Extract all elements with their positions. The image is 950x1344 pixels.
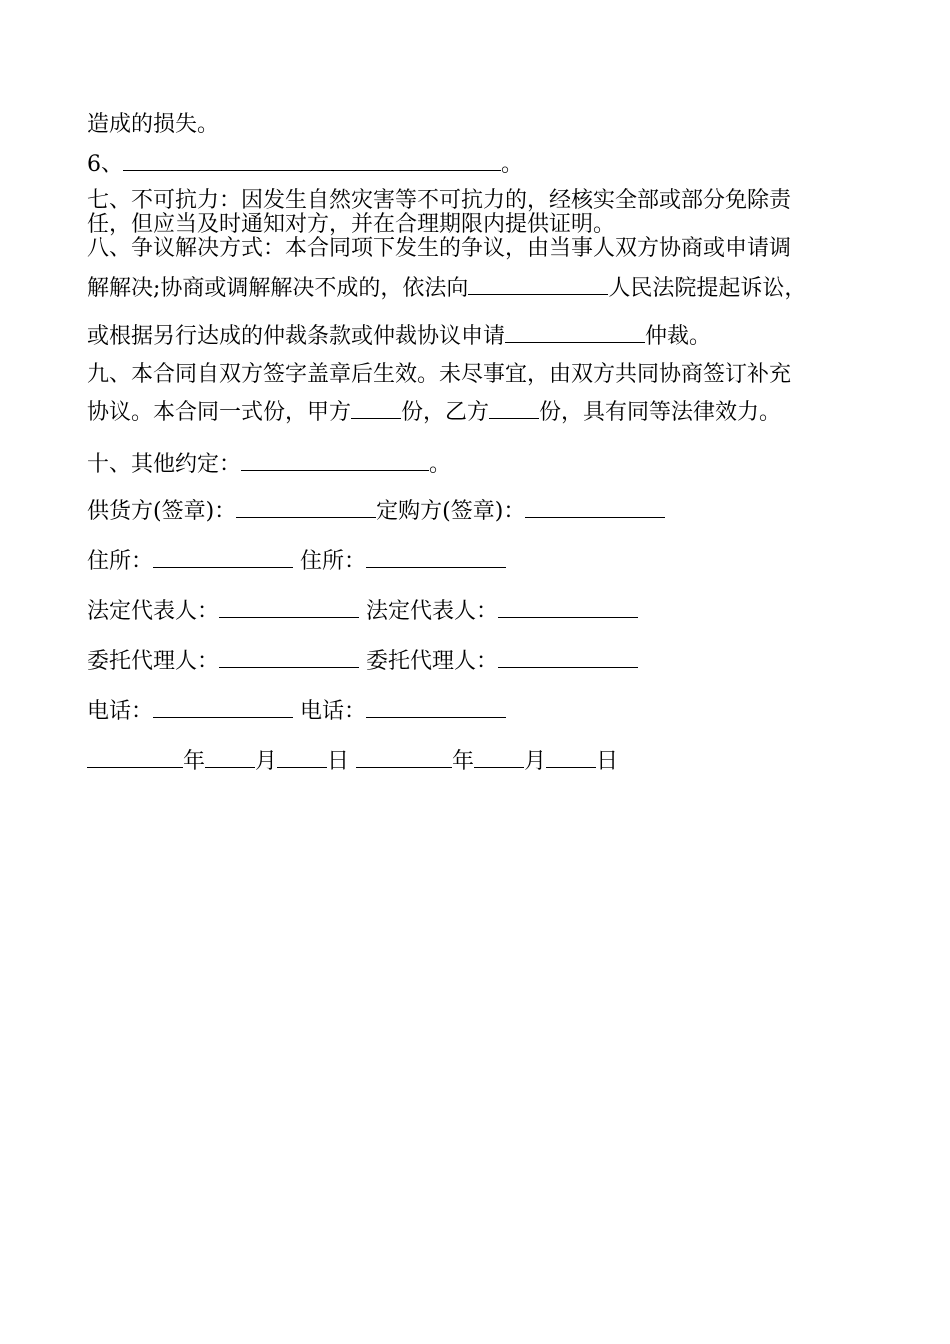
effect-text-1: 九、本合同自双方签字盖章后生效。未尽事宜，由双方共同协商签订补充: [87, 362, 792, 387]
force-majeure-text-1: 七、不可抗力：因发生自然灾害等不可抗力的，经核实全部或部分免除责: [87, 188, 792, 213]
supplier-phone-blank[interactable]: [153, 697, 293, 718]
buyer-phone-label: 电话：: [300, 699, 367, 724]
effect-text-2a: 协议。本合同一式份，甲方: [87, 400, 352, 425]
buyer-agent-blank[interactable]: [498, 647, 638, 668]
buyer-month-label: 月: [524, 749, 547, 774]
item-6-blank[interactable]: [123, 150, 501, 171]
force-majeure-text-2: 任，但应当及时通知对方，并在合理期限内提供证明。: [87, 212, 616, 237]
dispute-text-1: 八、争议解决方式：本合同项下发生的争议，由当事人双方协商或申请调: [87, 236, 792, 261]
buyer-year-blank[interactable]: [356, 747, 452, 768]
supplier-month-label: 月: [255, 749, 278, 774]
effect-text-2c: 份，具有同等法律效力。: [539, 400, 782, 425]
date-line: [87, 747, 618, 775]
party-a-copies-blank[interactable]: [351, 398, 401, 419]
legal-rep-line: [87, 597, 638, 625]
buyer-legal-rep-label: 法定代表人：: [366, 599, 499, 624]
court-blank[interactable]: [468, 274, 608, 295]
address-line: [87, 547, 506, 575]
dispute-text-3b: 仲裁。: [645, 324, 712, 349]
sec9-line2: [87, 398, 781, 426]
supplier-day-blank[interactable]: [277, 747, 327, 768]
supplier-year-label: 年: [183, 749, 206, 774]
buyer-month-blank[interactable]: [474, 747, 524, 768]
supplier-blank[interactable]: [236, 497, 376, 518]
buyer-agent-label: 委托代理人：: [366, 649, 499, 674]
sec7-line1: [87, 188, 791, 214]
dispute-text-2a: 解解决;协商或调解解决不成的，依法向: [87, 276, 469, 301]
supplier-legal-rep-blank[interactable]: [219, 597, 359, 618]
phone-line: [87, 697, 506, 725]
buyer-legal-rep-blank[interactable]: [498, 597, 638, 618]
sec9-line1: [87, 362, 791, 388]
item-6-number: 6、: [87, 152, 123, 177]
supplier-label: 供货方(签章)：: [87, 499, 237, 524]
supplier-address-blank[interactable]: [153, 547, 293, 568]
other-agreement-suffix: 。: [429, 452, 452, 477]
sec10-line: [87, 450, 451, 478]
supplier-agent-label: 委托代理人：: [87, 649, 220, 674]
item-6-line: [87, 150, 523, 178]
supplier-phone-label: 电话：: [87, 699, 154, 724]
supplier-month-blank[interactable]: [205, 747, 255, 768]
effect-text-2b: 份，乙方: [401, 400, 490, 425]
buyer-address-label: 住所：: [300, 549, 367, 574]
sec8-line2: [87, 274, 806, 302]
agent-line: [87, 647, 638, 675]
arbitration-blank[interactable]: [505, 322, 645, 343]
other-agreement-label: 十、其他约定：: [87, 452, 242, 477]
buyer-year-label: 年: [452, 749, 475, 774]
loss-line: [87, 112, 219, 138]
buyer-day-label: 日: [596, 749, 619, 774]
supplier-agent-blank[interactable]: [219, 647, 359, 668]
dispute-text-3a: 或根据另行达成的仲裁条款或仲裁协议申请: [87, 324, 506, 349]
buyer-blank[interactable]: [525, 497, 665, 518]
supplier-day-label: 日: [327, 749, 350, 774]
buyer-address-blank[interactable]: [366, 547, 506, 568]
buyer-day-blank[interactable]: [546, 747, 596, 768]
other-agreement-blank[interactable]: [241, 450, 429, 471]
supplier-legal-rep-label: 法定代表人：: [87, 599, 220, 624]
sec8-line1: [87, 236, 791, 262]
party-b-copies-blank[interactable]: [489, 398, 539, 419]
sec8-line3: [87, 322, 711, 350]
loss-text: 造成的损失。: [87, 112, 220, 137]
buyer-label: 定购方(签章)：: [376, 499, 526, 524]
supplier-year-blank[interactable]: [87, 747, 183, 768]
buyer-phone-blank[interactable]: [366, 697, 506, 718]
supplier-address-label: 住所：: [87, 549, 154, 574]
item-6-suffix: 。: [501, 152, 524, 177]
signature-line: [87, 497, 665, 525]
dispute-text-2b: 人民法院提起诉讼，: [608, 276, 807, 301]
sec7-line2: [87, 212, 615, 238]
